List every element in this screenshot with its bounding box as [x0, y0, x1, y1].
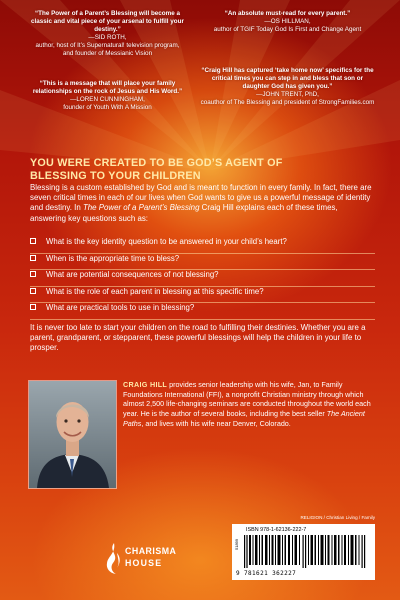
list-item: [30, 254, 375, 271]
barcode-number: 9 781621 362227: [236, 570, 297, 577]
intro-text-1: Blessing is a custom established by God and is meant to function in every family. In fact, there are seven critical times in each of our lives when God wants to give us a powerful message of identity and destiny. In: [30, 183, 372, 213]
endorsement-sid-roth: [30, 10, 185, 59]
square-bullet-icon: [30, 255, 36, 261]
key-questions-list: [30, 237, 375, 320]
list-item-text: What are practical tools to use in blessing?: [46, 303, 195, 312]
endorsement-author: —SID ROTH,: [88, 34, 127, 42]
intro-text-2: Craig Hill explains each of these times, answering key questions such as:: [30, 203, 338, 223]
endorsement-text: “An absolute must-read for every parent.”: [224, 10, 351, 17]
endorsement-os-hillman: [205, 10, 370, 34]
square-bullet-icon: [30, 304, 36, 310]
list-item-text: What is the role of each parent in blessing at this specific time?: [46, 286, 264, 296]
square-bullet-icon: [30, 238, 36, 244]
author-photo: [28, 380, 117, 489]
barcode: [232, 524, 375, 580]
list-item: [30, 303, 375, 320]
square-bullet-icon: [30, 288, 36, 294]
headline-line-1: YOU WERE CREATED TO BE GOD’S AGENT OF: [30, 157, 283, 169]
endorsement-text: “This is a message that will place your family relationships on the rock of Jesus and His Word.”: [32, 80, 183, 96]
list-item-text: What is the key identity question to be answered in your child’s heart?: [46, 237, 287, 246]
bio-book-title: The Ancient Paths: [123, 409, 365, 428]
endorsement-author: —LOREN CUNNINGHAM,: [70, 96, 145, 104]
author-name: CRAIG HILL: [123, 380, 168, 389]
barcode-lines-icon: [244, 535, 369, 568]
list-item-text: When is the appropriate time to bless?: [46, 253, 180, 263]
endorsement-role: author, host of It’s Supernatural! television program, and founder of Messianic Vision: [35, 42, 180, 58]
endorsement-author: —OS HILLMAN,: [264, 18, 311, 26]
bio-text-1: provides senior leadership with his wife, Jan, to Family Foundations International (FFI), a nonprofit Christian ministry through which almost 2,500 life-changing seminars are conducted throughout the world each year. He is the author of several books, including the best seller: [123, 380, 371, 419]
barcode-side-number: 51899: [234, 538, 239, 550]
square-bullet-icon: [30, 271, 36, 277]
headline-line-2: BLESSING TO YOUR CHILDREN: [30, 169, 201, 182]
endorsement-loren-cunningham: [30, 80, 185, 112]
category-label: RELIGION / Christian Living / Family: [300, 515, 375, 520]
endorsement-text: “Craig Hill has captured ‘take home now’ specifics for the critical times you can step in and bless that son or daughter God has given you.”: [201, 67, 374, 91]
endorsement-text: “The Power of a Parent’s Blessing will become a classic and vital piece of your arsenal to fulfill your destiny.”: [31, 10, 184, 34]
endorsement-role: founder of Youth With A Mission: [63, 104, 152, 112]
publisher-name-line-2: HOUSE: [125, 558, 163, 568]
list-item: [30, 287, 375, 304]
list-item: [30, 270, 375, 287]
list-item-text: What are potential consequences of not blessing?: [46, 270, 219, 279]
isbn-label: ISBN 978-1-62136-222-7: [246, 527, 307, 533]
headline: [30, 157, 375, 182]
intro-book-title: The Power of a Parent’s Blessing: [82, 203, 200, 213]
endorsement-role: author of TGIF Today God Is First and Change Agent: [213, 26, 362, 34]
endorsement-john-trent: [200, 67, 375, 107]
list-item: [30, 237, 375, 254]
intro-paragraph: [30, 183, 375, 224]
bio-text-2: , and lives with his wife near Denver, Colorado.: [141, 418, 291, 428]
flame-logo-icon: [104, 541, 124, 575]
publisher-logo: [104, 539, 182, 579]
endorsement-role: coauthor of The Blessing and president of StrongFamilies.com: [200, 99, 375, 107]
closing-paragraph: It is never too late to start your children on the road to fulfilling their destinies. Whether you are a parent, grandparent, or stepparent, these powerful blessings will help the children in your life to prosper.: [30, 323, 366, 353]
author-bio: [123, 380, 375, 429]
publisher-name-line-1: CHARISMA: [125, 546, 177, 556]
endorsement-author: —JOHN TRENT, PhD,: [256, 91, 319, 99]
